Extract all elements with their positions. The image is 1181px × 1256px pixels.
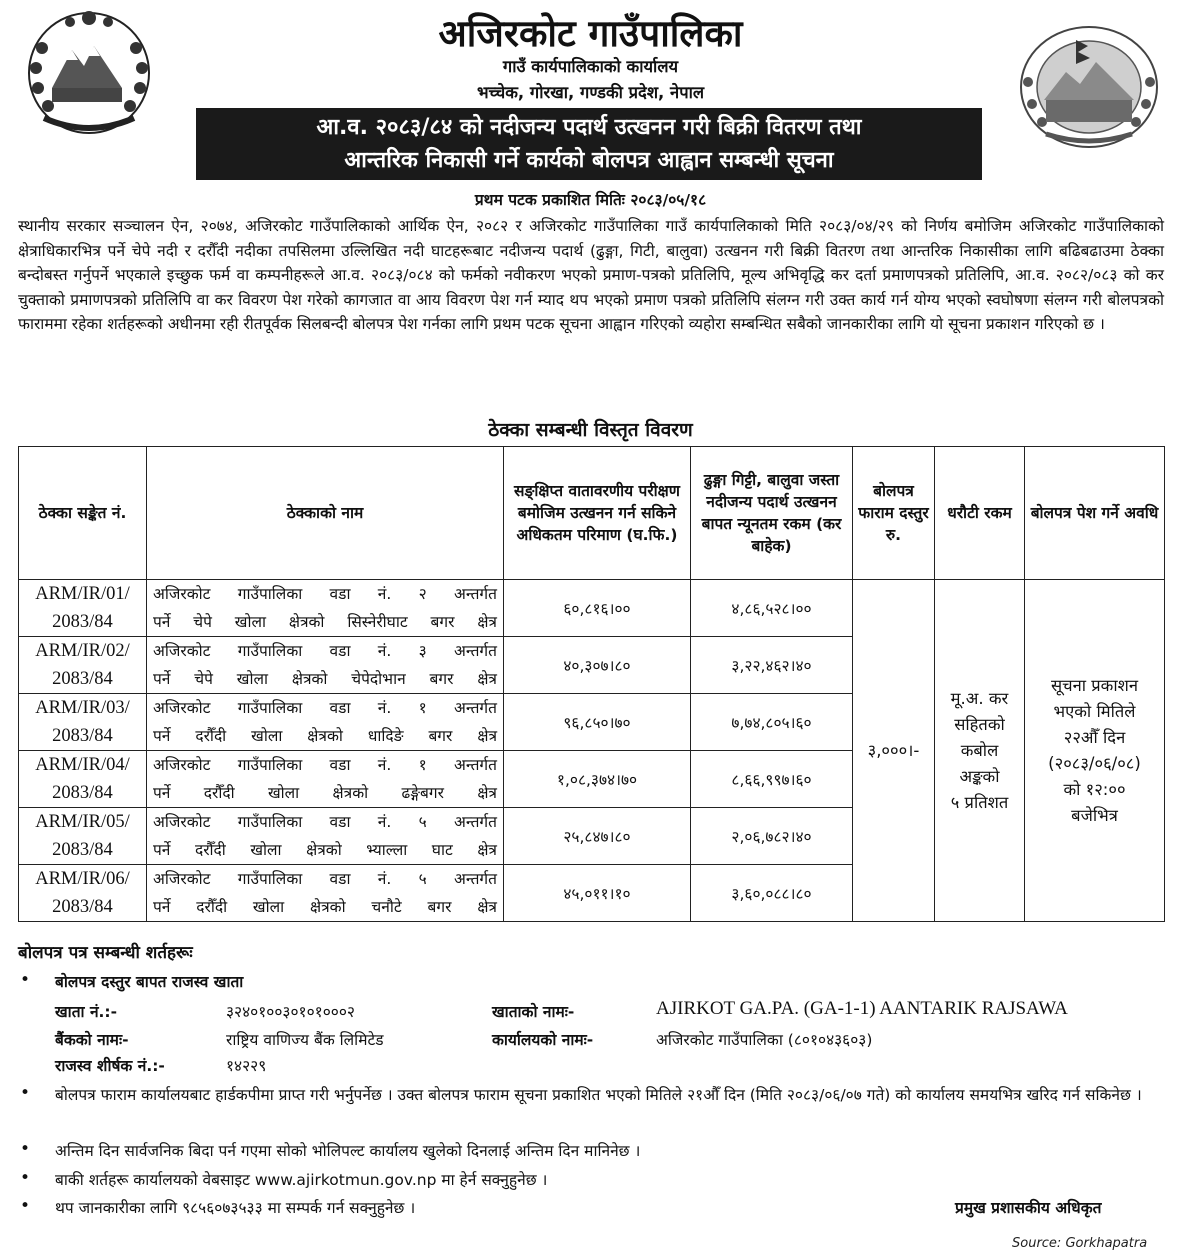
revenue-head: १४२२९ <box>226 1057 267 1075</box>
table-row <box>19 580 1165 637</box>
contract-name: अजिरकोट गाउँपालिका वडा नं. ५ अन्तर्गत पर्ने दरौँदी खोला क्षेत्रको भ्याल्ला घाट क्षेत्र <box>147 808 504 865</box>
max-quantity: २५,८४७।८० <box>504 808 691 865</box>
bank-name: राष्ट्रिय वाणिज्य बैंक लिमिटेड <box>226 1031 384 1049</box>
condition-item <box>55 1168 1164 1193</box>
notice-title-line-1: आ.व. २०८३/८४ को नदीजन्य पदार्थ उत्खनन गरी बिक्री वितरण तथा <box>316 115 862 140</box>
minimum-amount: ३,६०,०८८।८० <box>691 865 853 922</box>
column-header: ठेक्का सङ्केत नं. <box>19 447 147 580</box>
max-quantity: ४०,३०७।८० <box>504 637 691 694</box>
contract-code: ARM/IR/01/ 2083/84 <box>19 580 147 637</box>
column-header: सङ्क्षिप्त वातावरणीय परीक्षण बमोजिम उत्खनन गर्न सकिने अधिकतम परिमाण (घ.फि.) <box>504 447 691 580</box>
bullet-icon: • <box>20 970 31 990</box>
account-heading: बोलपत्र दस्तुर बापत राजस्व खाता <box>55 973 244 991</box>
column-header: ठेक्काको नाम <box>147 447 504 580</box>
account-number: ३२४०१००३०१०१०००२ <box>226 1003 355 1021</box>
contract-code: ARM/IR/05/ 2083/84 <box>19 808 147 865</box>
bullet-icon: • <box>20 1196 31 1216</box>
account-number-label: खाता नं.:- <box>55 1003 118 1021</box>
contract-code: ARM/IR/04/ 2083/84 <box>19 751 147 808</box>
max-quantity: ४५,०११।१० <box>504 865 691 922</box>
published-date: प्रथम पटक प्रकाशित मितिः २०८३/०५/१८ <box>474 191 707 209</box>
conditions-heading: बोलपत्र पत्र सम्बन्धी शर्तहरूः <box>18 943 193 963</box>
column-header: बोलपत्र पेश गर्ने अवधि <box>1025 447 1165 580</box>
max-quantity: ९६,८५०।७० <box>504 694 691 751</box>
revenue-head-label: राजस्व शीर्षक नं.:- <box>55 1057 165 1075</box>
max-quantity: १,०८,३७४।७० <box>504 751 691 808</box>
notice-title <box>196 108 982 180</box>
table-heading: ठेक्का सम्बन्धी विस्तृत विवरण <box>488 419 693 441</box>
table-header-row <box>19 447 1165 580</box>
office-name-value: अजिरकोट गाउँपालिका (८०१०४३६०३) <box>656 1031 873 1049</box>
contract-code: ARM/IR/03/ 2083/84 <box>19 694 147 751</box>
bank-name-label: बैंकको नामः- <box>55 1031 129 1049</box>
tender-table <box>18 446 1165 922</box>
condition-item: अन्तिम दिन सार्वजनिक बिदा पर्न गएमा सोको भोलिपल्ट कार्यालय खुलेको दिनलाई अन्तिम दिन मानिनेछ । <box>55 1142 641 1160</box>
organization-name: अजिरकोट गाउँपालिका <box>438 11 743 55</box>
condition-item: बोलपत्र फाराम कार्यालयबाट हार्डकपीमा प्राप्त गरी भर्नुपर्नेछ । उक्त बोलपत्र फाराम सूचना प्रकाशित भएको मितिले २१औँ दिन (मिति २०८३/०६/०७ गते) को कार्यालय समयभित्र खरिद गर्न सकिनेछ । <box>55 1086 1142 1104</box>
submission-period: सूचना प्रकाशन भएको मितिले २२औँ दिन (२०८३/०६/०८) को १२:०० बजेभित्र <box>1025 580 1165 922</box>
form-fee: ३,०००।- <box>853 580 935 922</box>
bullet-icon: • <box>20 1083 31 1103</box>
column-header: धरौटी रकम <box>935 447 1025 580</box>
source-credit: Source: Gorkhapatra <box>1012 1236 1148 1251</box>
contract-name: अजिरकोट गाउँपालिका वडा नं. ३ अन्तर्गत पर्ने चेपे खोला क्षेत्रको चेपेदोभान बगर क्षेत्र <box>147 637 504 694</box>
minimum-amount: ७,७४,८०५।६० <box>691 694 853 751</box>
account-name-label: खाताको नामः- <box>492 1003 575 1021</box>
contract-name: अजिरकोट गाउँपालिका वडा नं. १ अन्तर्गत पर्ने दरौँदी खोला क्षेत्रको धादिङे बगर क्षेत्र <box>147 694 504 751</box>
contract-name: अजिरकोट गाउँपालिका वडा नं. २ अन्तर्गत पर्ने चेपे खोला क्षेत्रको सिस्नेरीघाट बगर क्षेत्र <box>147 580 504 637</box>
column-header: ढुङ्गा गिट्टी, बालुवा जस्ता नदीजन्य पदार्थ उत्खनन बापत न्यूनतम रकम (कर बाहेक) <box>691 447 853 580</box>
minimum-amount: ८,६६,९९७।६० <box>691 751 853 808</box>
bullet-icon: • <box>20 1139 31 1159</box>
deposit-amount: मू.अ. कर सहितको कबोल अङ्कको ५ प्रतिशत <box>935 580 1025 922</box>
contract-name: अजिरकोट गाउँपालिका वडा नं. ५ अन्तर्गत पर्ने दरौँदी खोला क्षेत्रको चनौटे बगर क्षेत्र <box>147 865 504 922</box>
contract-code: ARM/IR/06/ 2083/84 <box>19 865 147 922</box>
notice-body: स्थानीय सरकार सञ्चालन ऐन, २०७४, अजिरकोट गाउँपालिकाको आर्थिक ऐन, २०८२ र अजिरकोट गाउँपालिका गाउँ कार्यपालिकाको मिति २०८३/०४/२९ को निर्णय बमोजिम अजिरकोट गाउँपालिकाको क्षेत्राधिकारभित्र पर्ने चेपे नदी र दरौँदी नदीका तपसिलमा उल्लिखित नदी घाटहरूबाट नदीजन्य पदार्थ (ढुङ्गा, गिटी, बालुवा) उत्खनन गरी बिक्री वितरण तथा आन्तरिक निकासीका लागि बढिबढाउमा ठेक्का बन्दोबस्त गर्नुपर्ने भएकाले इच्छुक फर्म वा कम्पनीहरूले आ.व. २०८३/०८४ को फर्मको नवीकरण भएको प्रमाण-पत्रको प्रतिलिपि, मूल्य अभिवृद्धि कर दर्ता प्रमाणपत्रको प्रतिलिपि, आ.व. २०८२/०८३ को कर चुक्ताको प्रमाणपत्रको प्रतिलिपि वा कर विवरण पेश गरेको कागजात वा आय विवरण पेश गर्न म्याद थप भएको प्रमाण पत्रको प्रतिलिपि संलग्न गरी उक्त कार्य गर्न योग्य भएको स्वघोषणा संलग्न गरी बोलपत्रको फाराममा रहेका शर्तहरूको अधीनमा रही रीतपूर्वक सिलबन्दी बोलपत्र पेश गर्नका लागि प्रथम पटक सूचना आह्वान गरिएको व्यहोरा सम्बन्धित सबैको जानकारीका लागि यो सूचना प्रकाशन गरिएको छ । <box>18 217 1164 333</box>
minimum-amount: ३,२२,४६२।४० <box>691 637 853 694</box>
office-name: गाउँ कार्यपालिकाको कार्यालय <box>502 57 679 76</box>
office-name-label: कार्यालयको नामः- <box>492 1031 594 1049</box>
account-name: AJIRKOT GA.PA. (GA-1-1) AANTARIK RAJSAWA <box>656 998 1068 1019</box>
contract-name: अजिरकोट गाउँपालिका वडा नं. १ अन्तर्गत पर्ने दरौँदी खोला क्षेत्रको ढङ्गेबगर क्षेत्र <box>147 751 504 808</box>
contract-code: ARM/IR/02/ 2083/84 <box>19 637 147 694</box>
column-header: बोलपत्र फाराम दस्तुर रु. <box>853 447 935 580</box>
notice-title-line-2: आन्तरिक निकासी गर्ने कार्यको बोलपत्र आह्वान सम्बन्धी सूचना <box>344 148 834 173</box>
bullet-icon: • <box>20 1168 31 1188</box>
condition-item: थप जानकारीका लागि ९८५६०७३५३३ मा सम्पर्क गर्न सक्नुहुनेछ । <box>55 1199 416 1217</box>
minimum-amount: ४,८६,५२८।०० <box>691 580 853 637</box>
max-quantity: ६०,८१६।०० <box>504 580 691 637</box>
website-text: बाकी शर्तहरू कार्यालयको वेबसाइट www.ajirkotmun.gov.np मा हेर्न सक्नुहुनेछ । <box>55 1171 548 1189</box>
signatory-title: प्रमुख प्रशासकीय अधिकृत <box>955 1199 1102 1217</box>
minimum-amount: २,०६,७८२।४० <box>691 808 853 865</box>
office-address: भच्चेक, गोरखा, गण्डकी प्रदेश, नेपाल <box>476 83 705 102</box>
